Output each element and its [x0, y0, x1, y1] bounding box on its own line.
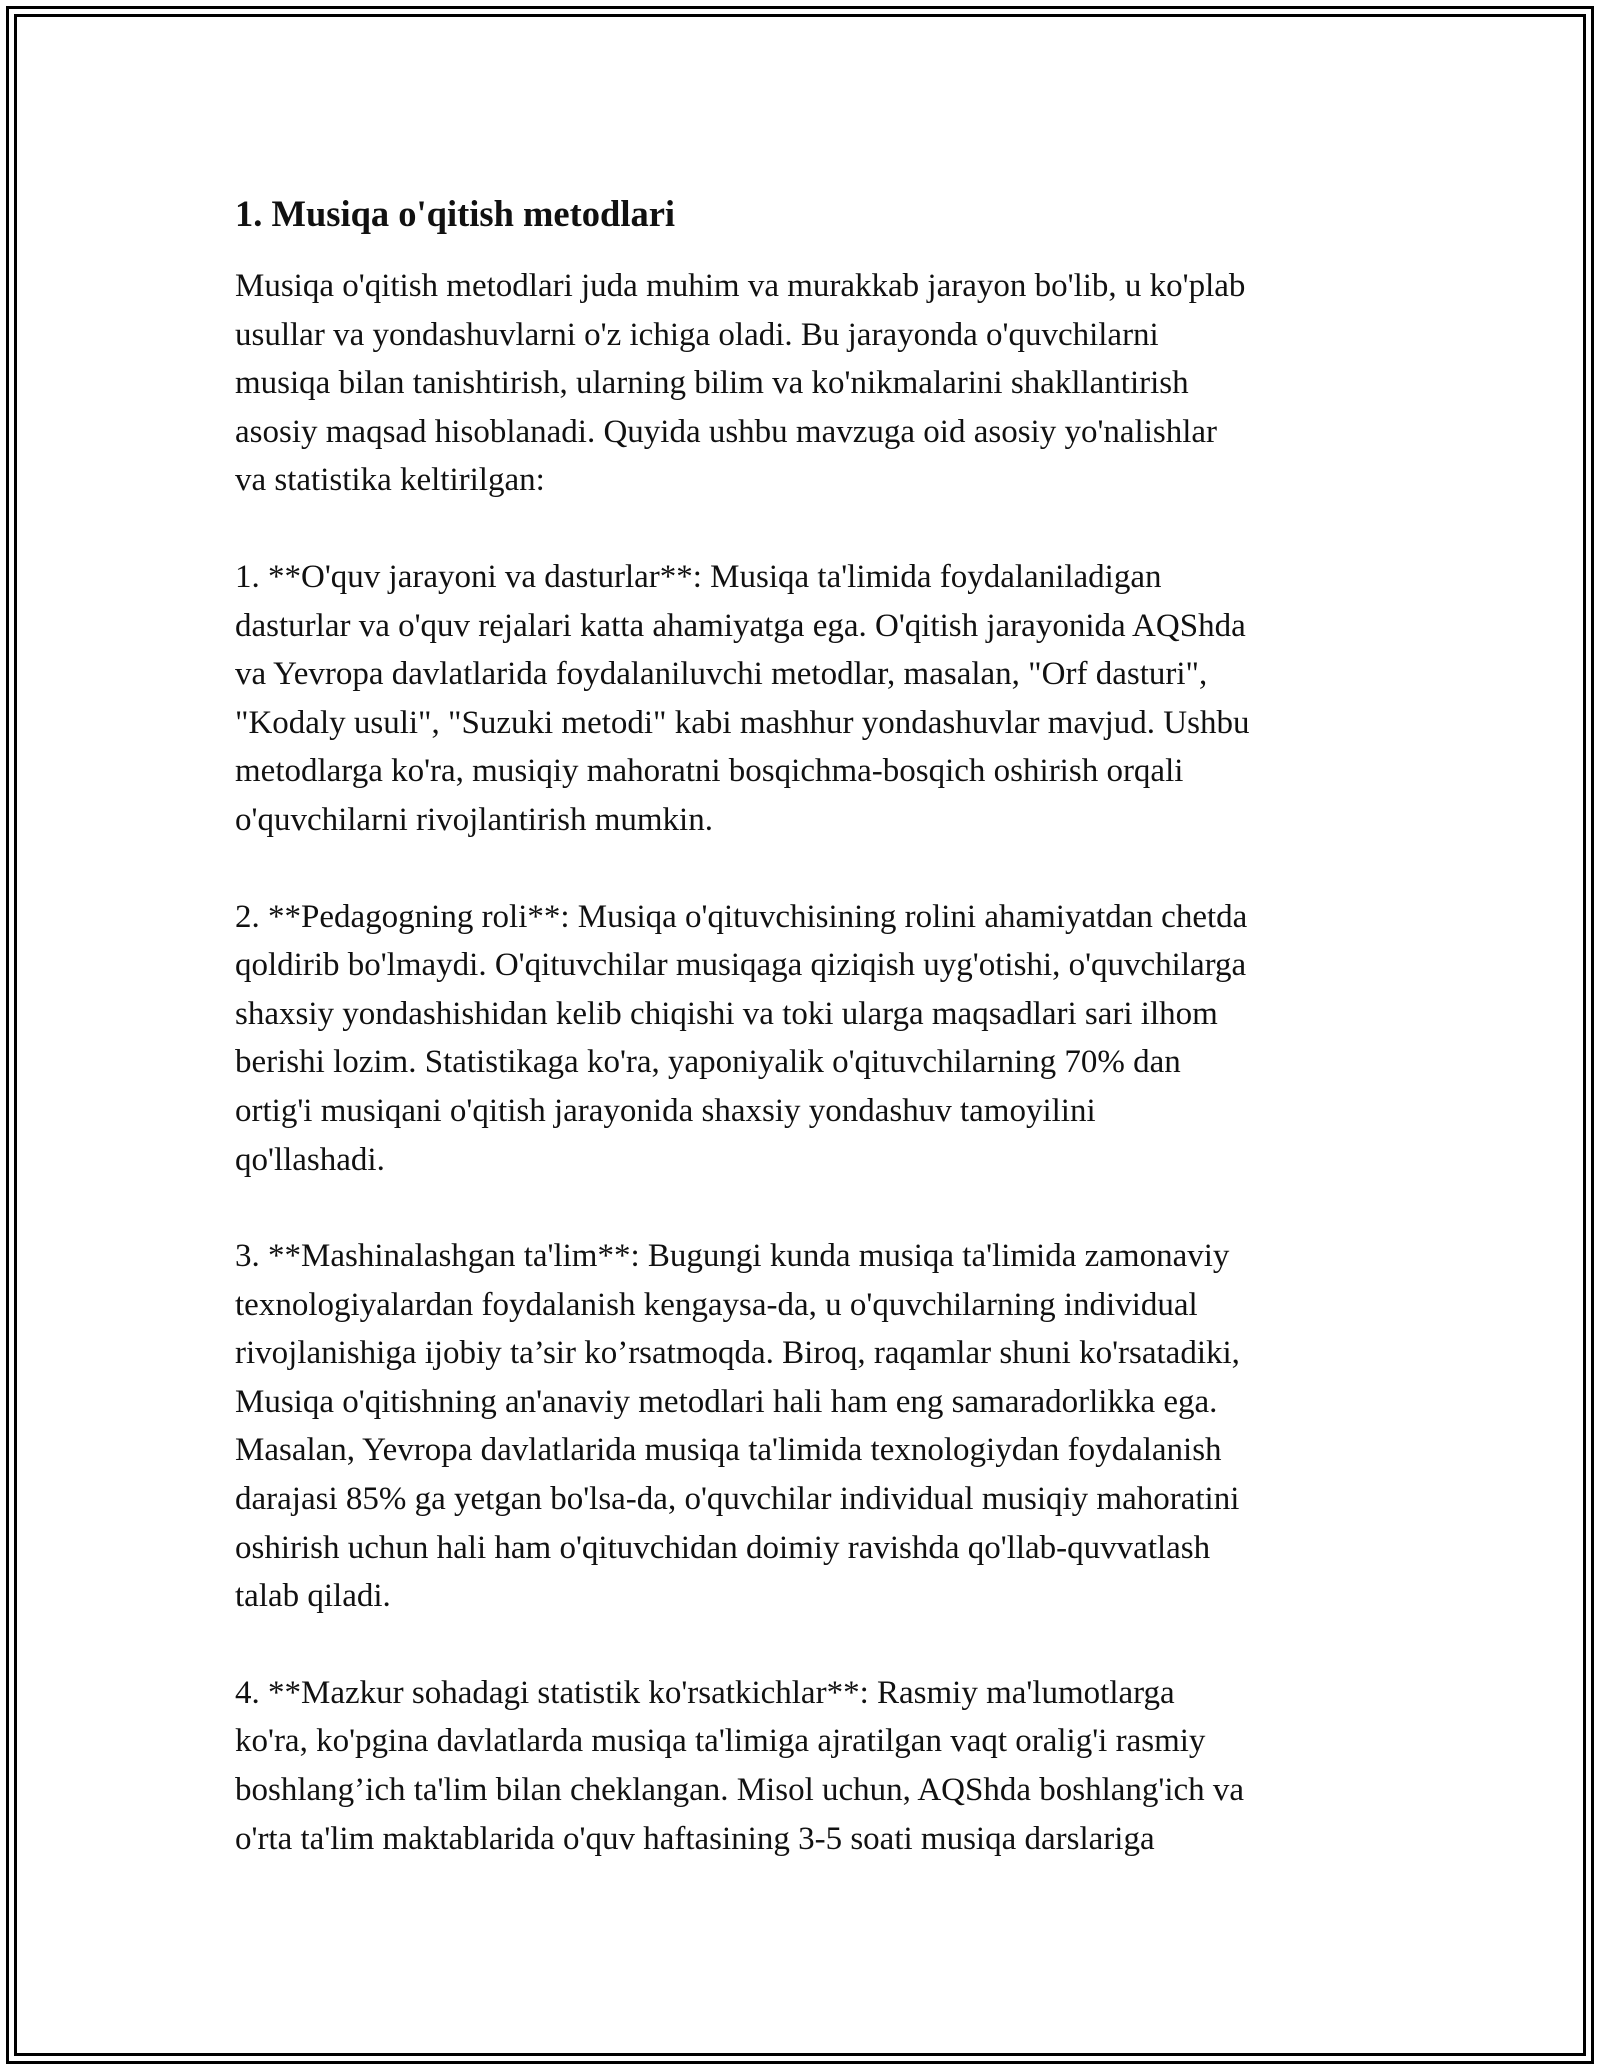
paragraph-technology: 3. **Mashinalashgan ta'lim**: Bugungi kunda musiqa ta'limida zamonaviy texnologiyalardan foydalanish kengaysa-da, u o'quvchilarning individual rivojlanishiga ijobiy ta’sir ko’rsatmoqda. Biroq, raqamlar shuni ko'rsatadiki, Musiqa o'qitishning an'anaviy metodlari hali ham eng samaradorlikka ega. Masalan, Yevropa davlatlarida musiqa ta'limida texnologiydan foydalanish darajasi 85% ga yetgan bo'lsa-da, o'quvchilar individual musiqiy mahoratini oshirish uchun hali ham o'qituvchidan doimiy ravishda qo'llab-quvvatlash talab qiladi.: [235, 1238, 1240, 1615]
section-heading: 1. Musiqa o'qitish metodlari: [235, 193, 676, 234]
paragraph-statistics: 4. **Mazkur sohadagi statistik ko'rsatkichlar**: Rasmiy ma'lumotlarga ko'ra, ko'pgina davlatlarda musiqa ta'limiga ajratilgan vaqt oralig'i rasmiy boshlang’ich ta'lim bilan cheklangan. Misol uchun, AQShda boshlang'ich va o'rta ta'lim maktablarida o'quv haftasining 3-5 soati musiqa darslariga: [235, 1674, 1245, 1857]
paragraph-teacher-role: 2. **Pedagogning roli**: Musiqa o'qituvchisining rolini ahamiyatdan chetda qoldirib bo'lmaydi. O'qituvchilar musiqaga qiziqish uyg'otishi, o'quvchilarga shaxsiy yondashishidan kelib chiqishi va toki ularga maqsadlari sari ilhom berishi lozim. Statistikaga ko'ra, yaponiyalik o'qituvchilarning 70% dan ortig'i musiqani o'qitish jarayonida shaxsiy yondashuv tamoyilini qo'llashadi.: [235, 898, 1248, 1178]
document-body: [235, 188, 1365, 1911]
paragraph-curriculum: 1. **O'quv jarayoni va dasturlar**: Musiqa ta'limida foydalaniladigan dasturlar va o'quv rejalari katta ahamiyatga ega. O'qitish jarayonida AQShda va Yevropa davlatlarida foydalaniluvchi metodlar, masalan, "Orf dasturi", "Kodaly usuli", "Suzuki metodi" kabi mashhur yondashuvlar mavjud. Ushbu metodlarga ko'ra, musiqiy mahoratni bosqichma-bosqich oshirish orqali o'quvchilarni rivojlantirish mumkin.: [235, 558, 1250, 838]
intro-paragraph: Musiqa o'qitish metodlari juda muhim va murakkab jarayon bo'lib, u ko'plab usullar va yondashuvlarni o'z ichiga oladi. Bu jarayonda o'quvchilarni musiqa bilan tanishtirish, ularning bilim va ko'nikmalarini shakllantirish asosiy maqsad hisoblanadi. Quyida ushbu mavzuga oid asosiy yo'nalishlar va statistika keltirilgan:: [235, 268, 1246, 499]
